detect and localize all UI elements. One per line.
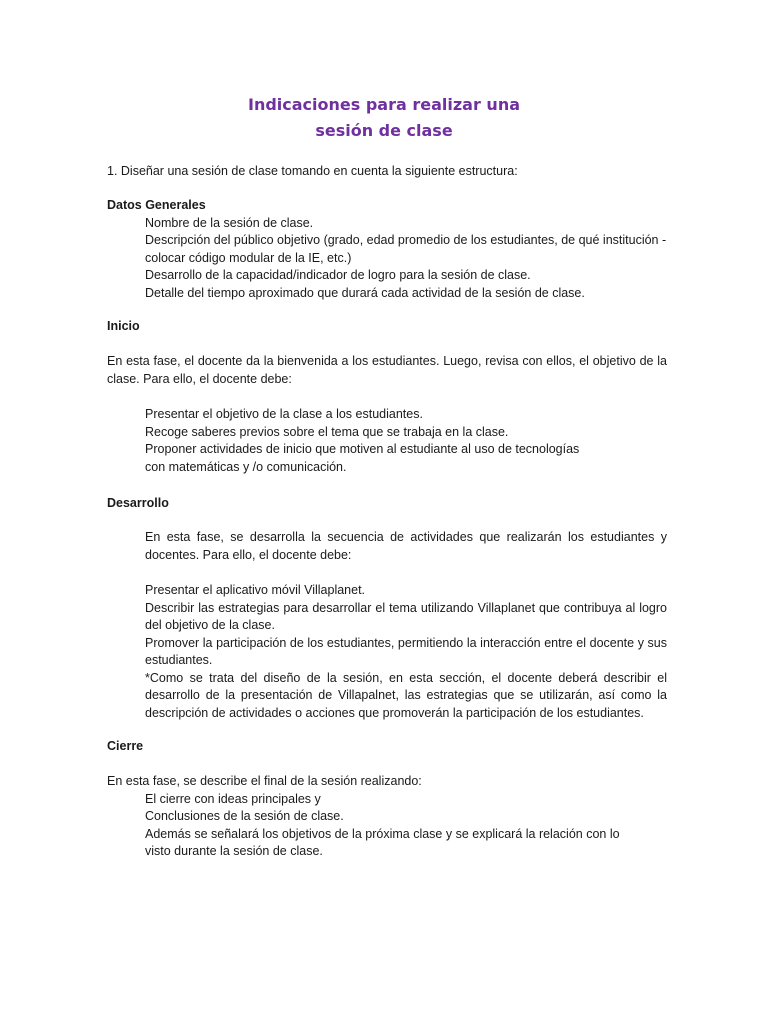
inicio-section (107, 318, 667, 336)
desarrollo-item: Describir las estrategias para desarrollar el tema utilizando Villaplanet que contribuya al logro del objetivo de la clase. (145, 600, 667, 632)
intro-text: 1. Diseñar una sesión de clase tomando en cuenta la siguiente estructura: (107, 164, 518, 178)
cierre-paragraph-and-list (107, 773, 667, 861)
cierre-text: En esta fase, se describe el final de la sesión realizando: (107, 774, 422, 788)
cierre-section (107, 738, 667, 756)
desarrollo-section (107, 495, 667, 513)
desarrollo-heading: Desarrollo (107, 496, 169, 510)
intro-paragraph (107, 163, 667, 181)
desarrollo-text: En esta fase, se desarrolla la secuencia de actividades que realizarán los estudiantes y docentes. Para ello, el docente debe: (145, 530, 667, 562)
cierre-heading: Cierre (107, 739, 144, 753)
datos-generales-heading: Datos Generales (107, 198, 206, 212)
cierre-item: El cierre con ideas principales y (145, 791, 321, 806)
desarrollo-list (107, 582, 667, 722)
document-title-line-2: sesión de clase (315, 121, 453, 140)
cierre-item: Conclusiones de la sesión de clase. (145, 809, 344, 823)
inicio-paragraph (107, 353, 667, 388)
desarrollo-item: *Como se trata del diseño de la sesión, en esta sección, el docente deberá describir el desarrollo de la presentación de Villapalnet, las estrategias que se utilizarán, así como la descripción de actividades o acciones que promoverán la participación de los estudiantes. (145, 670, 667, 720)
datos-item: Descripción del público objetivo (grado, edad promedio de los estudiantes, de qué institución - colocar código modular de la IE, etc.) (145, 233, 667, 265)
inicio-list (107, 406, 667, 476)
desarrollo-item: Promover la participación de los estudiantes, permitiendo la interacción entre el docente y sus estudiantes. (145, 635, 667, 667)
cierre-item: Además se señalará los objetivos de la próxima clase y se explicará la relación con lo visto durante la sesión de clase. (145, 826, 620, 858)
inicio-heading: Inicio (107, 319, 140, 333)
inicio-text: En esta fase, el docente da la bienvenida a los estudiantes. Luego, revisa con ellos, el objetivo de la clase. Para ello, el docente debe: (107, 354, 667, 386)
desarrollo-paragraph (107, 529, 667, 564)
document-title-line-1: Indicaciones para realizar una (247, 95, 521, 114)
datos-generales-section (107, 197, 667, 302)
datos-item: Nombre de la sesión de clase. (145, 215, 314, 230)
inicio-item: Presentar el objetivo de la clase a los estudiantes. (145, 407, 423, 421)
datos-item: Detalle del tiempo aproximado que durará cada actividad de la sesión de clase. (145, 285, 585, 300)
inicio-item: Proponer actividades de inicio que motiven al estudiante al uso de tecnologías con matemáticas y /o comunicación. (145, 442, 580, 474)
datos-item: Desarrollo de la capacidad/indicador de logro para la sesión de clase. (145, 268, 531, 282)
desarrollo-item: Presentar el aplicativo móvil Villaplanet. (145, 583, 366, 597)
inicio-item: Recoge saberes previos sobre el tema que se trabaja en la clase. (145, 424, 509, 439)
